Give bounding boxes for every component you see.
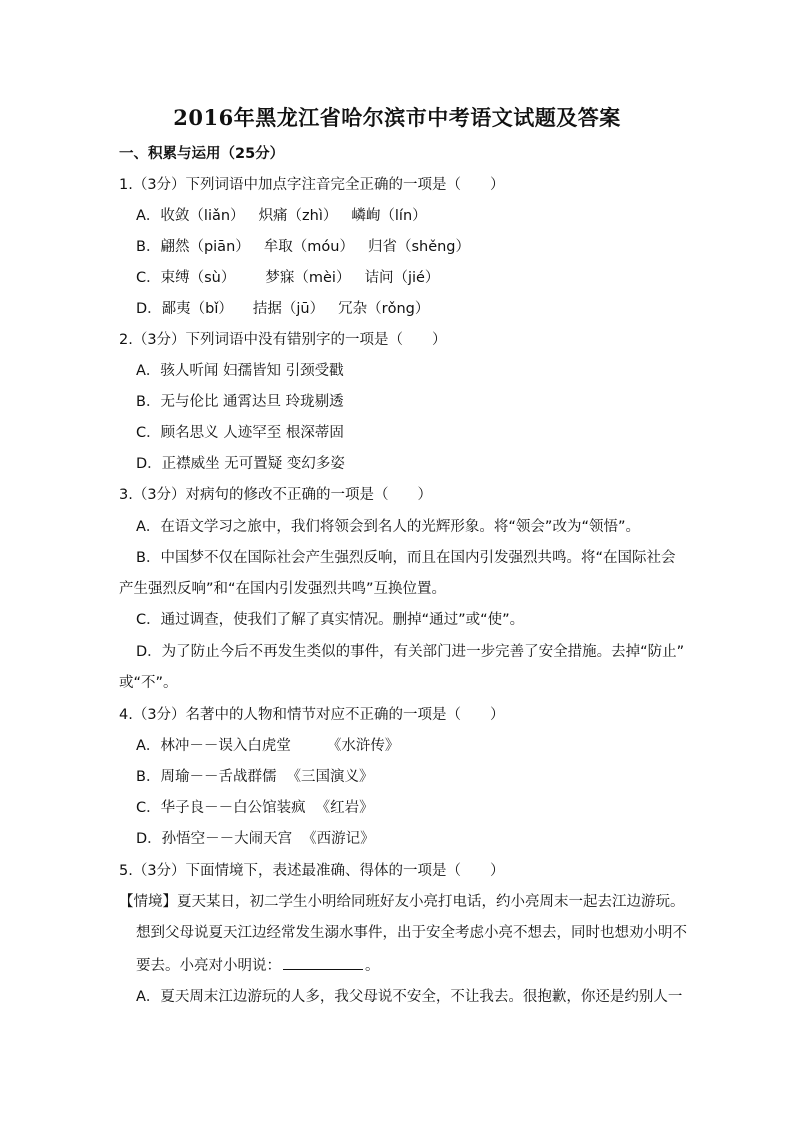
question-1-stem: 1.（3分）下列词语中加点字注音完全正确的一项是（ ） xyxy=(119,177,505,193)
question-5-option-a: A．夏天周末江边游玩的人多，我父母说不安全，不让我去。很抱歉，你还是约别人一 xyxy=(136,989,683,1005)
answer-blank xyxy=(283,955,363,970)
question-1-option-a xyxy=(136,206,427,226)
q4-c-book: 《红岩》 xyxy=(315,800,374,816)
question-1-option-d xyxy=(136,299,429,319)
q4-b-book: 《三国演义》 xyxy=(286,769,374,785)
question-2-option-b: B．无与伦比 通霄达旦 玲珑剔透 xyxy=(136,394,344,410)
question-3-option-d-line-1: D．为了防止今后不再发生类似的事件，有关部门进一步完善了安全措施。去掉“防止” xyxy=(136,644,685,660)
question-1-option-c xyxy=(136,268,439,288)
question-5-context-line-3 xyxy=(136,955,380,976)
q4-b-plot: B．周瑜－－舌战群儒 xyxy=(136,769,277,785)
q1-d-word-2: 拮据（jū） xyxy=(252,301,325,317)
q4-d-book: 《西游记》 xyxy=(302,831,375,847)
question-5-context-line-2: 想到父母说夏天江边经常发生溺水事件，出于安全考虑小亮不想去，同时也想劝小明不 xyxy=(136,925,687,941)
question-3-option-b-line-2: 产生强烈反响”和“在国内引发强烈共鸣”互换位置。 xyxy=(119,581,447,597)
question-3-option-b-line-1: B．中国梦不仅在国际社会产生强烈反响，而且在国内引发强烈共鸣。将“在国际社会 xyxy=(136,550,676,566)
question-2-option-c: C．顾名思义 人迹罕至 根深蒂固 xyxy=(136,425,344,441)
q1-b-word-3: 归省（shěng） xyxy=(367,239,471,255)
q1-a-word-3: 嶙峋（lín） xyxy=(351,208,427,224)
question-2-option-a: A．骇人听闻 妇孺皆知 引颈受戳 xyxy=(136,363,344,379)
q1-a-word-1: A．收敛（liǎn） xyxy=(136,208,245,224)
question-5-context-line-1: 【情境】夏天某日，初二学生小明给同班好友小亮打电话，约小亮周末一起去江边游玩。 xyxy=(119,894,685,910)
q1-b-word-2: 牟取（móu） xyxy=(263,239,354,255)
q1-b-word-1: B．翩然（piān） xyxy=(136,239,250,255)
document-title: 2016年黑龙江省哈尔滨市中考语文试题及答案 xyxy=(173,105,621,130)
question-4-option-a xyxy=(136,736,399,756)
q1-d-word-1: D．鄙夷（bǐ） xyxy=(136,301,233,317)
q4-a-plot: A．林冲－－误入白虎堂 xyxy=(136,738,291,754)
question-4-option-b xyxy=(136,767,373,787)
question-4-option-c xyxy=(136,798,374,818)
question-2-stem: 2.（3分）下列词语中没有错别字的一项是（ ） xyxy=(119,332,447,348)
section-heading: 一、积累与运用（25分） xyxy=(119,146,285,162)
question-4-stem: 4.（3分）名著中的人物和情节对应不正确的一项是（ ） xyxy=(119,707,505,723)
question-5-stem: 5.（3分）下面情境下，表述最准确、得体的一项是（ ） xyxy=(119,863,505,879)
question-3-stem: 3.（3分）对病句的修改不正确的一项是（ ） xyxy=(119,487,433,503)
question-1-option-b xyxy=(136,237,470,257)
q1-a-word-2: 炽痛（zhì） xyxy=(258,208,338,224)
q4-d-plot: D．孙悟空－－大闹天宫 xyxy=(136,831,293,847)
question-3-option-d-line-2: 或“不”。 xyxy=(119,675,178,691)
q1-d-word-3: 冗杂（rǒng） xyxy=(338,301,430,317)
question-4-option-d xyxy=(136,829,375,849)
q1-c-word-1: C．束缚（sù） xyxy=(136,270,236,286)
question-3-option-c: C．通过调查，使我们了解了真实情况。删掉“通过”或“使”。 xyxy=(136,612,525,628)
q4-c-plot: C．华子良－－白公馆装疯 xyxy=(136,800,306,816)
q1-c-word-3: 诘问（jié） xyxy=(364,270,440,286)
q5-context-end: 。 xyxy=(365,958,380,974)
question-2-option-d: D．正襟威坐 无可置疑 变幻多姿 xyxy=(136,456,345,472)
q1-c-word-2: 梦寐（mèi） xyxy=(265,270,351,286)
q5-context-text: 要去。小亮对小明说： xyxy=(136,958,281,974)
question-3-option-a: A．在语文学习之旅中，我们将领会到名人的光辉形象。将“领会”改为“领悟”。 xyxy=(136,519,640,535)
q4-a-book: 《水浒传》 xyxy=(326,738,400,754)
